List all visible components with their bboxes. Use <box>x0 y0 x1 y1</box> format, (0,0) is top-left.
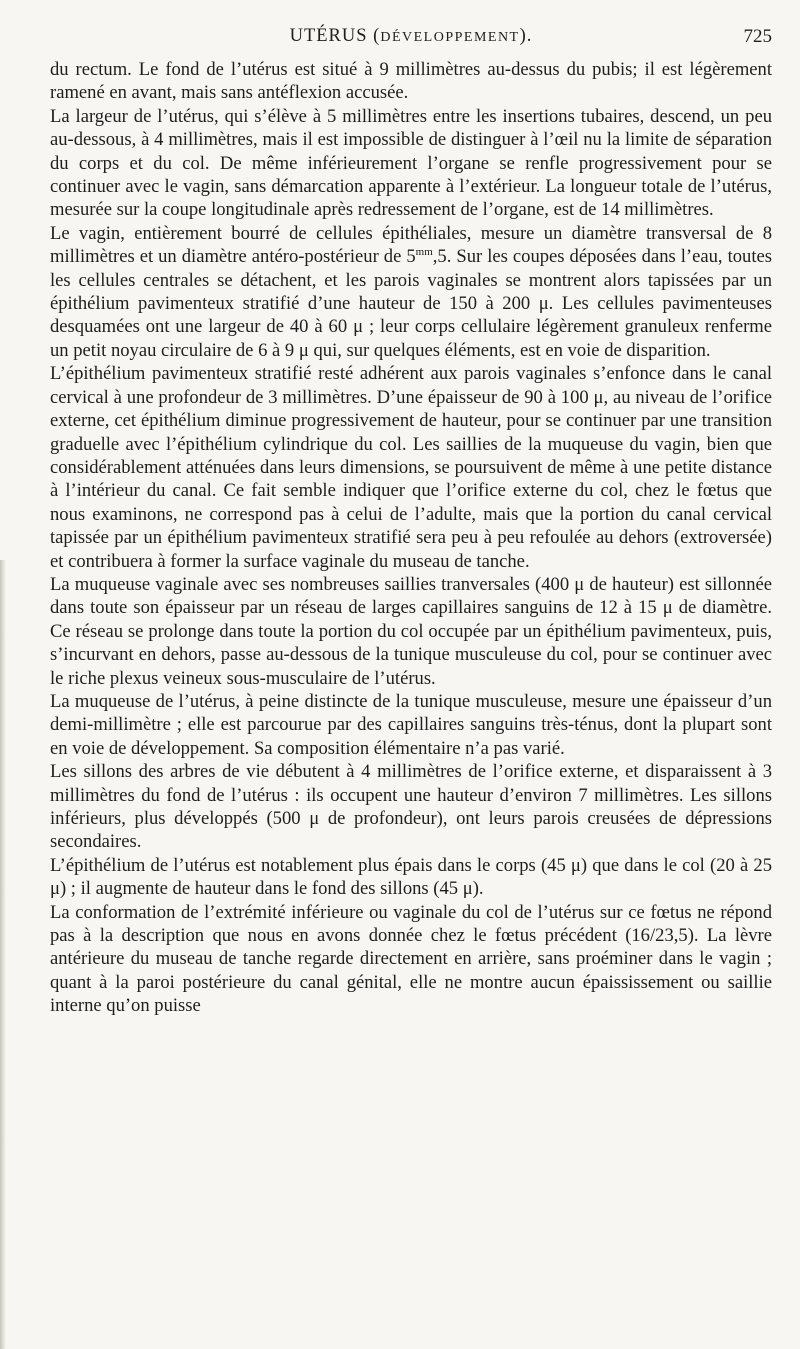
paragraph-2: La largeur de l’utérus, qui s’élève à 5 millimètres entre les insertions tubaires, descend, un peu au-dessous, à 4 millimètres, mais il est impossible de distinguer à l’œil nu la limite de séparation du corps et du col. De même inférieurement l’organe se renfle progressivement pour se continuer avec le vagin, sans démarcation apparente à l’extérieur. La longueur totale de l’utérus, mesurée sur la coupe longitudinale après redressement de l’organe, est de 14 millimètres. <box>50 105 772 221</box>
paragraph-3-part-1: Le vagin, entièrement bourré de cellules épithéliales, mesure un diamètre transversal de 8 millimètres et un diamètre antéro-postérieur de 5 <box>50 222 772 268</box>
running-title-subtitle: DÉVELOPPEMENT <box>380 30 520 45</box>
paragraph-9: La conformation de l’extrémité inférieure ou vaginale du col de l’utérus sur ce fœtus ne répond pas à la description que nous en avons donnée chez le fœtus précédent (16/23,5). La lèvre antérieure du museau de tanche regarde directement en arrière, sans proéminer dans le vagin ; quant à la paroi postérieure du canal génital, elle ne montre aucun épaississement ou saillie interne qu’on puisse <box>50 901 772 1017</box>
paragraph-1: du rectum. Le fond de l’utérus est situé à 9 millimètres au-dessus du pubis; il est légèrement ramené en avant, mais sans antéflexion accusée. <box>50 59 772 104</box>
paragraph-8: L’épithélium de l’utérus est notablement plus épais dans le corps (45 μ) que dans le col (20 à 25 μ) ; il augmente de hauteur dans le fond des sillons (45 μ). <box>50 854 772 900</box>
paragraph-3-part-2: ,5. Sur les coupes déposées dans l’eau, toutes les cellules centrales se détachent, et les parois vaginales se montrent alors tapissées par un épithélium pavimenteux stratifié d’une hauteur de 150 à 200 μ. Les cellules pavimenteuses desquamées ont une largeur de 40 à 60 μ ; leur corps cellulaire légèrement granuleux renferme un petit noyau circulaire de 6 à 9 μ qui, sur quelques éléments, est en voie de disparition. <box>50 246 772 361</box>
paragraph-3 <box>50 222 772 362</box>
page-number: 725 <box>743 26 772 47</box>
running-title-open-paren: ( <box>367 26 381 46</box>
running-title-close-paren: ). <box>519 26 533 46</box>
paragraph-4: L’épithélium pavimenteux stratifié resté adhérent aux parois vaginales s’enfonce dans le canal cervical à une profondeur de 3 millimètres. D’une épaisseur de 90 à 100 μ, au niveau de l’orifice externe, cet épithélium diminue progressivement de hauteur, pour se continuer par une transition graduelle avec l’épithélium cylindrique du col. Les saillies de la muqueuse du vagin, bien que considérablement atténuées dans leurs dimensions, se poursuivent de même à une petite distance à l’intérieur du canal. Ce fait semble indiquer que l’orifice externe du col, chez le fœtus que nous examinons, ne correspond pas à celui de l’adulte, mais que la portion du canal cervical tapissée par un épithélium pavimenteux stratifié sera peu à peu refoulée au dehors (extroversée) et contribuera à former la surface vaginale du museau de tanche. <box>50 363 772 572</box>
binding-shadow <box>0 560 6 1349</box>
body-text <box>50 58 772 1018</box>
running-title-main: UTÉRUS <box>289 26 368 46</box>
running-title <box>50 26 772 47</box>
page-header <box>50 26 772 56</box>
paragraph-7: Les sillons des arbres de vie débutent à 4 millimètres de l’orifice externe, et disparaissent à 3 millimètres du fond de l’utérus : ils occupent une hauteur d’environ 7 millimètres. Les sillons inférieurs, plus développés (500 μ de profondeur), ont leurs parois creusées de dépressions secondaires. <box>50 761 772 853</box>
paragraph-5: La muqueuse vaginale avec ses nombreuses saillies tranversales (400 μ de hauteur) est sillonnée dans toute son épaisseur par un réseau de larges capillaires sanguins de 12 à 15 μ de diamètre. Ce réseau se prolonge dans toute la portion du col occupée par un épithélium pavimenteux, puis, s’incurvant en dehors, passe au-dessous de la tunique musculeuse du col, pour se continuer avec le riche plexus veineux sous-musculaire de l’utérus. <box>50 573 772 689</box>
paragraph-6: La muqueuse de l’utérus, à peine distincte de la tunique musculeuse, mesure une épaisseur d’un demi-millimètre ; elle est parcourue par des capillaires sanguins très-ténus, dont la plupart sont en voie de développement. Sa composition élémentaire n’a pas varié. <box>50 690 772 759</box>
paragraph-3-superscript: mm <box>415 246 433 259</box>
